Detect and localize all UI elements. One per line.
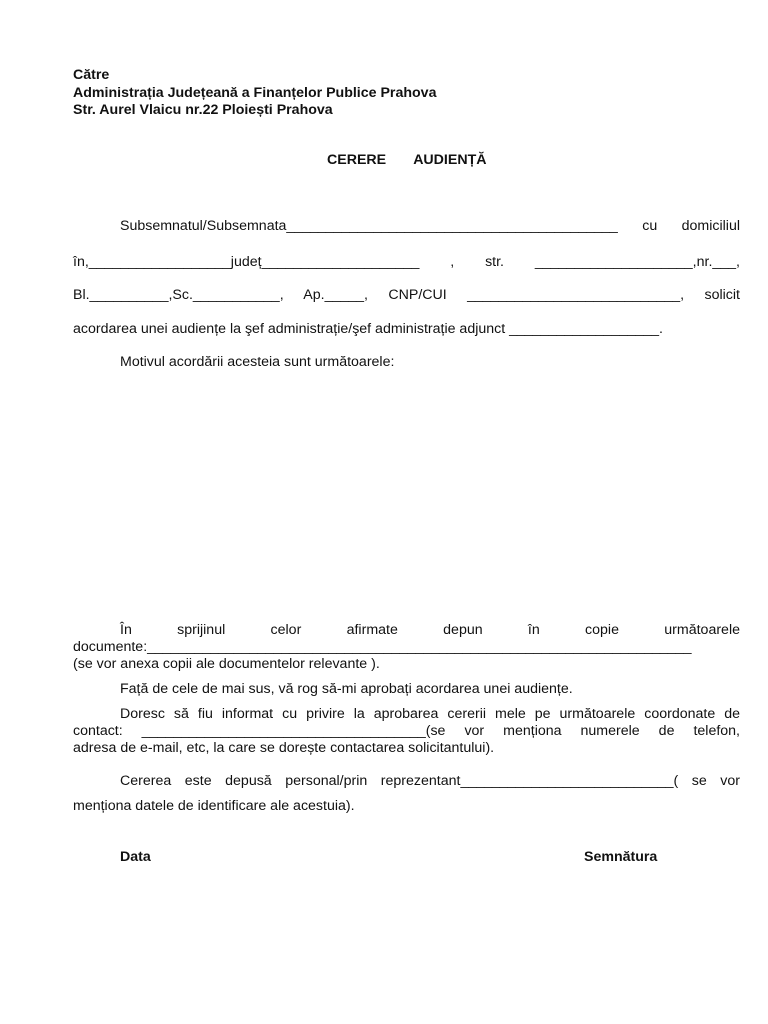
request-line: Față de cele de mai sus, vă rog să-mi aprobați acordarea unei audiențe. — [120, 681, 573, 697]
signature-label: Semnătura — [584, 849, 658, 865]
document-title: CERERE AUDIENȚĂ — [327, 152, 487, 168]
applicant-name-line: Subsemnatul/Subsemnata__________________________________________ cu domiciliul — [120, 218, 740, 234]
contact-note: adresa de e-mail, etc, la care se dorește contactarea solicitantului). — [73, 740, 495, 756]
date-label: Data — [120, 849, 151, 865]
addressee-address: Str. Aurel Vlaicu nr.22 Ploiești Prahova — [73, 102, 333, 118]
contact-line: Doresc să fiu informat cu privire la aprobarea cererii mele pe următoarele coordonate de — [120, 706, 740, 722]
submission-note: menționa datele de identificare ale acestuia). — [73, 798, 355, 814]
support-line: În sprijinul celor afirmate depun în copie următoarele — [120, 622, 740, 638]
audience-request-line: acordarea unei audiențe la şef administrație/şef administrație adjunct ___________________. — [73, 321, 663, 337]
contact-field-line: contact: ____________________________________(se vor menționa numerele de telefon, — [73, 723, 740, 739]
documents-line: documente:_____________________________________________________________________ — [73, 639, 692, 655]
addressee-institution: Administrația Județeană a Finanțelor Publice Prahova — [73, 85, 437, 101]
domicile-line: în,__________________județ____________________ , str. ____________________,nr.___, — [73, 254, 740, 270]
reason-label: Motivul acordării acesteia sunt următoarele: — [120, 354, 395, 370]
addressee-to: Către — [73, 67, 110, 83]
submission-line: Cererea este depusă personal/prin reprezentant___________________________( se vor — [120, 773, 740, 789]
id-details-line: Bl.__________,Sc.___________, Ap._____, CNP/CUI ___________________________, solicit — [73, 287, 740, 303]
documents-note: (se vor anexa copii ale documentelor relevante ). — [73, 656, 380, 672]
